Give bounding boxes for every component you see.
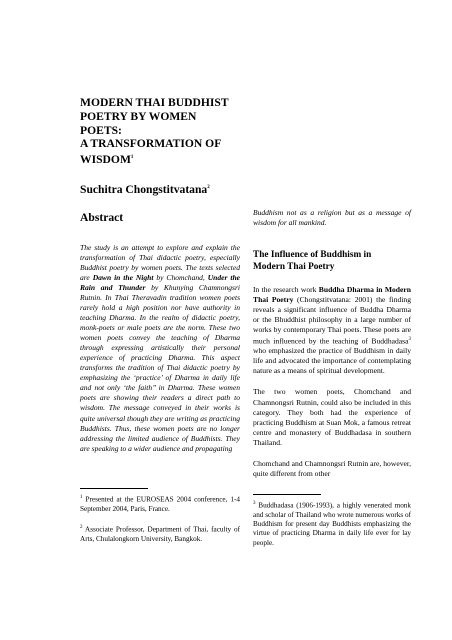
footnote-mark: 1 — [80, 495, 83, 500]
title-line: MODERN THAI BUDDHIST — [80, 96, 229, 109]
abstract-text-part: by Khunying Chamnongsri Rutnin. In Thai Theravadin tradition women poets rarely hold a high position nor have authority in teaching Dharma. In the realm of didactic poetry, monk-poets or male poets are the norm. These two women poets convey the teaching of Dharma through expressing artistically their personal experience of practicing Dharma. This aspect transforms the tradition of Thai didactic poetry by emphasizing the ‘practice’ of Dharma in daily life and not only ‘the faith’’ in Dharma. These women poets are showing their readers a direct path to wisdom. The message conveyed in their works is quite universal though they are writing as practicing Buddhists. Thus, these women poets are no longer addressing the limited audience of Buddhists. They are speaking to a wider audience and propagating — [80, 282, 240, 453]
heading-line: Modern Thai Poetry — [253, 261, 335, 272]
footnote-2 — [80, 523, 240, 544]
footnote-1 — [80, 493, 240, 514]
paragraph-text: who emphasized the practice of Buddhism in daily life and advocated the importance of contemplating nature as a means of spiritual development. — [253, 346, 411, 376]
footnotes-left — [80, 488, 240, 544]
footnote-text: Associate Professor, Department of Thai, faculty of Arts, Chulalongkorn University, Bangkok. — [80, 525, 240, 543]
work-title: Buddha Dharma in Modern Thai Poetry — [253, 284, 411, 304]
section-heading — [253, 250, 411, 273]
work-title: Under the Rain and Thunder — [80, 272, 240, 292]
paragraph-text: (Chongstitvatana: 2001) the finding reveals a significant influence of Buddha Dharma or the Bhuddhist philosophy in a large number of works by contemporary Thai poets. These poets are much influenced by the teaching of Buddhadasa — [253, 294, 411, 346]
heading-line: The Influence of Buddhism in — [253, 250, 372, 261]
body-paragraph-3: Chomchand and Chamnongsri Rutnin are, however, quite different from other — [253, 458, 411, 478]
title-line: POETRY BY WOMEN — [80, 109, 197, 123]
footnote-3 — [253, 499, 411, 548]
left-column — [80, 96, 240, 454]
work-title: Dawn in the Night — [92, 272, 154, 282]
abstract-continuation: Buddhism not as a religion but as a message of wisdom for all mankind. — [253, 208, 411, 228]
author-name — [80, 181, 240, 197]
paragraph-text: In the research work — [253, 284, 319, 294]
title-line: POETS: — [80, 123, 122, 137]
footnote-mark: 3 — [253, 501, 256, 506]
footnote-mark: 3 — [408, 336, 411, 342]
author-text: Suchitra Chongstitvatana — [80, 182, 208, 196]
title-line: A TRANSFORMATION OF — [80, 137, 222, 151]
footnote-mark: 1 — [130, 155, 134, 161]
footnote-mark: 2 — [207, 184, 210, 190]
abstract-heading: Abstract — [80, 210, 124, 224]
right-column — [253, 208, 411, 479]
footnote-text: Presented at the EUROSEAS 2004 conference, 1-4 September 2004, Paris, France. — [80, 495, 240, 513]
abstract-text — [80, 243, 240, 454]
body-paragraph-2: The two women poets, Chomchand and Chamnongsri Rutnin, could also be included in this category. They both had the experience of practicing Buddhism at Suan Mok, a famous retreat centre and monastery of Buddhadasa in southern Thailand. — [253, 387, 411, 447]
footnote-mark: 2 — [80, 524, 83, 530]
footnotes-right — [253, 494, 411, 548]
footnote-text: Buddhadasa (1906-1993), a highly venerated monk and scholar of Thailand who wrote numerous works of Buddhism for present day Buddhists emphasizing the virtue of practicing Dharma in daily life ever for lay people. — [253, 501, 411, 547]
paper-title — [80, 96, 240, 167]
footnote-rule — [80, 488, 148, 489]
body-paragraph-1 — [253, 285, 411, 377]
abstract-text-part: The study is an attempt to explore and explain the transformation of Thai didactic poetry, especially Buddhist poetry by women poets. The texts selected are — [80, 242, 240, 282]
title-line: WISDOM — [80, 153, 131, 167]
footnote-rule — [253, 494, 321, 495]
abstract-text-part: by Chomchand, — [153, 272, 208, 282]
